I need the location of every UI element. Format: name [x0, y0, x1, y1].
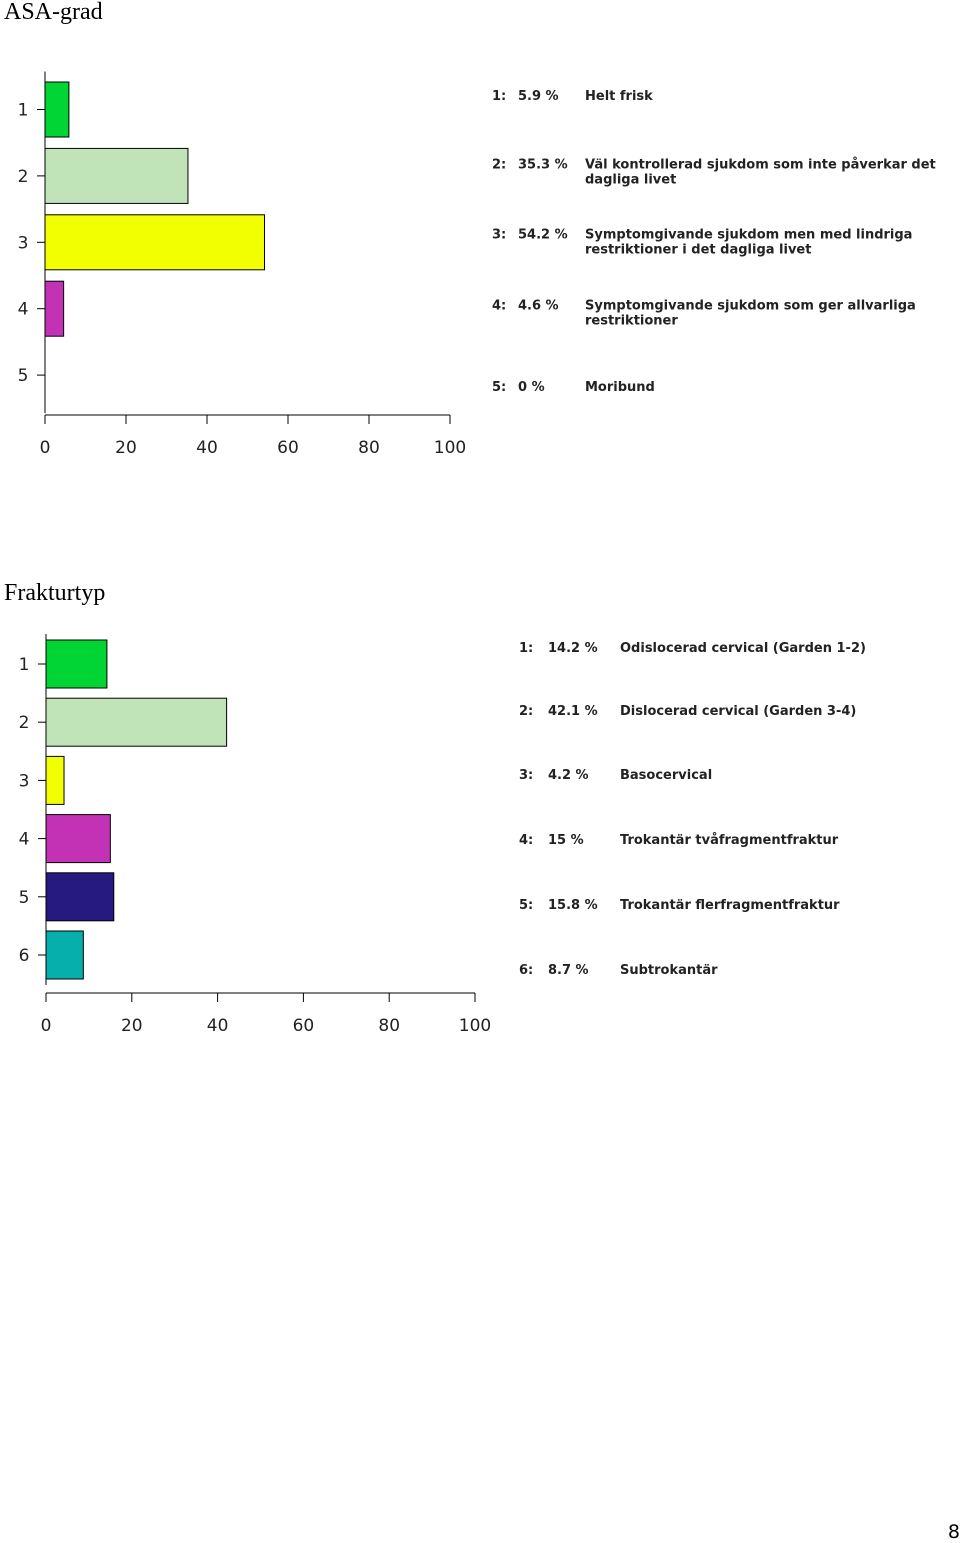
- asa-x-tick-label: 60: [277, 438, 299, 458]
- asa-legend-description: Moribund: [585, 380, 655, 395]
- frak-bar-4: [46, 815, 110, 863]
- frak-legend-description: Basocervical: [620, 768, 713, 783]
- asa-legend-percent: 5.9 %: [518, 89, 559, 104]
- asa-x-tick-label: 20: [115, 438, 137, 458]
- frak-x-tick-label: 40: [206, 1016, 229, 1036]
- frak-bar-6: [46, 931, 83, 979]
- asa-legend-percent: 35.3 %: [518, 157, 568, 173]
- asa-legend-percent: 0 %: [518, 380, 545, 395]
- frak-legend-percent: 8.7 %: [548, 963, 589, 978]
- frak-bar-5: [46, 873, 114, 921]
- frak-x-tick-label: 60: [292, 1016, 315, 1036]
- asa-y-tick-label: 4: [17, 299, 29, 320]
- frak-x-tick-label: 0: [40, 1016, 52, 1036]
- frak-x-tick-label: 100: [458, 1016, 492, 1036]
- asa-y-tick-label: 2: [17, 166, 29, 187]
- asa-y-tick-label: 3: [17, 233, 29, 254]
- asa-legend-key: 4:: [492, 298, 507, 314]
- asa-x-tick-label: 100: [433, 438, 467, 458]
- frak-legend-description: Subtrokantär: [620, 963, 718, 978]
- frak-legend-key: 4:: [519, 833, 534, 848]
- frak-legend-description: Trokantär tvåfragmentfraktur: [620, 833, 839, 848]
- asa-legend-percent: 54.2 %: [518, 227, 568, 243]
- asa-y-tick-label: 1: [17, 100, 29, 121]
- asa-legend-description: Helt frisk: [585, 89, 653, 104]
- frak-legend-percent: 42.1 %: [548, 704, 598, 719]
- asa-legend-description: Väl kontrollerad sjukdom som inte påverkar det: [585, 157, 936, 173]
- frak-legend-percent: 4.2 %: [548, 768, 589, 783]
- asa-legend-key: 5:: [492, 380, 507, 395]
- frak-legend-key: 1:: [519, 641, 534, 656]
- asa-legend-key: 2:: [492, 157, 507, 173]
- frak-y-tick-label: 6: [18, 946, 30, 966]
- asa-x-tick-label: 0: [39, 438, 51, 458]
- frak-x-tick-label: 80: [378, 1016, 401, 1036]
- frakturtyp-chart-title: Frakturtyp: [4, 580, 106, 606]
- frak-legend-percent: 14.2 %: [548, 641, 598, 656]
- asa-legend-description: Symptomgivande sjukdom men med lindriga: [585, 227, 913, 243]
- page-number: 8: [947, 1521, 960, 1543]
- asa-y-tick-label: 5: [17, 366, 29, 387]
- asa-legend-key: 1:: [492, 89, 507, 104]
- frak-bar-2: [46, 698, 227, 746]
- frak-y-tick-label: 5: [18, 887, 30, 908]
- frak-legend-key: 2:: [519, 704, 534, 719]
- asa-legend-percent: 4.6 %: [518, 298, 559, 314]
- frak-legend-key: 6:: [519, 963, 534, 978]
- frak-bar-1: [46, 640, 107, 688]
- asa-x-tick-label: 80: [358, 438, 380, 458]
- frak-legend-description: Odislocerad cervical (Garden 1-2): [620, 641, 866, 656]
- frak-legend-percent: 15.8 %: [548, 898, 598, 913]
- asa-legend-description: restriktioner: [585, 313, 678, 329]
- frak-legend-description: Dislocerad cervical (Garden 3-4): [620, 704, 857, 719]
- frak-legend-description: Trokantär flerfragmentfraktur: [620, 898, 840, 913]
- asa-legend-description: restriktioner i det dagliga livet: [585, 242, 812, 258]
- frak-y-tick-label: 1: [18, 655, 30, 675]
- frak-legend-key: 5:: [519, 898, 534, 913]
- asa-legend-description: Symptomgivande sjukdom som ger allvarliga: [585, 298, 916, 314]
- frak-legend-percent: 15 %: [548, 833, 584, 848]
- asa-chart-title: ASA-grad: [4, 0, 103, 25]
- asa-legend-description: dagliga livet: [585, 172, 677, 188]
- frak-y-tick-label: 2: [18, 713, 30, 734]
- frak-legend-key: 3:: [519, 768, 534, 783]
- frak-y-tick-label: 4: [18, 829, 30, 850]
- asa-x-tick-label: 40: [196, 438, 218, 458]
- frak-bar-3: [46, 756, 64, 804]
- frak-x-tick-label: 20: [120, 1016, 143, 1036]
- asa-legend-key: 3:: [492, 227, 507, 243]
- frak-y-tick-label: 3: [18, 771, 30, 792]
